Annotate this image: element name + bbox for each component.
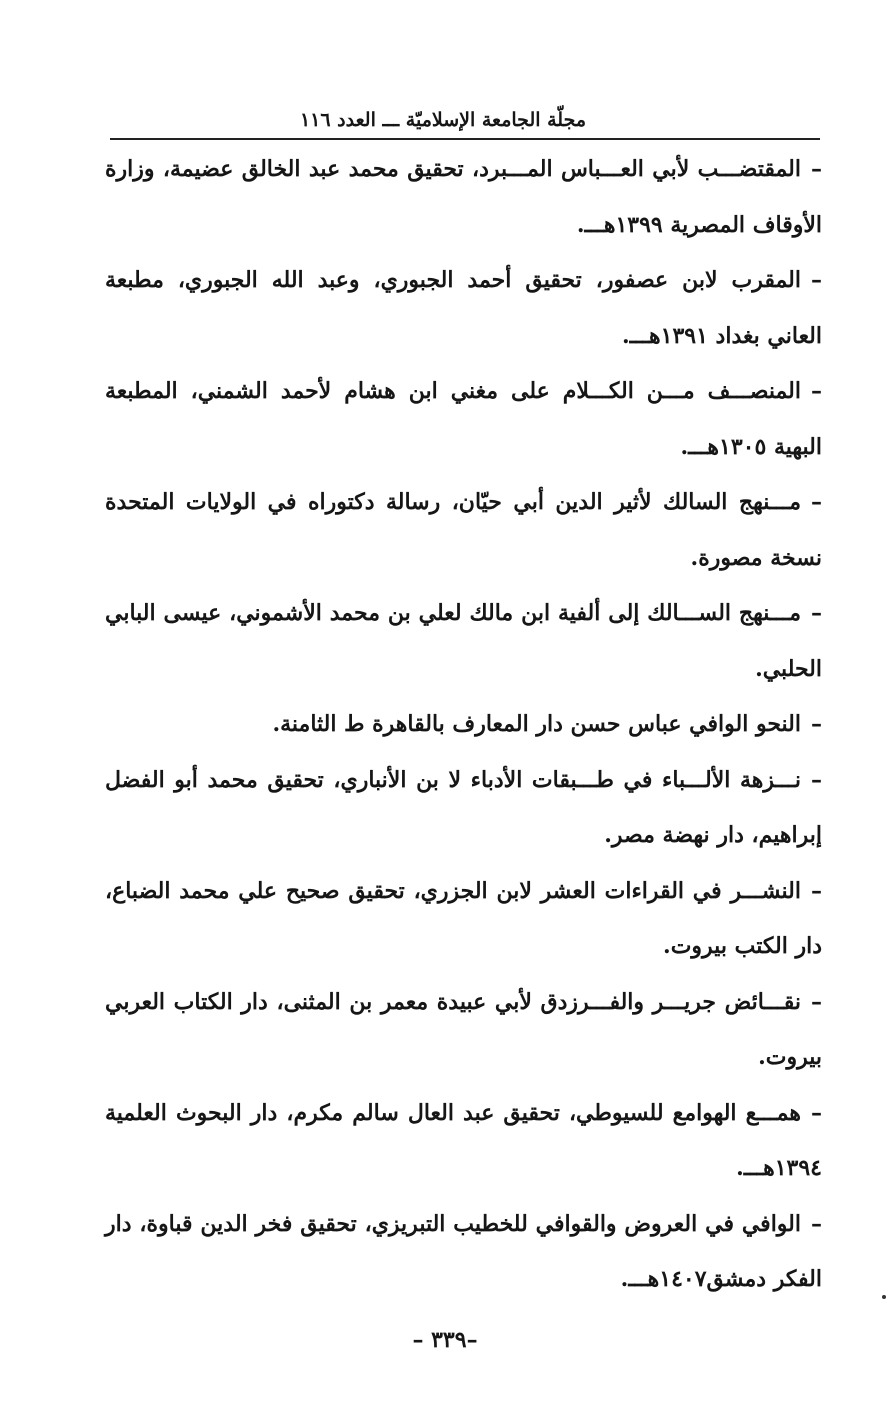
bibliography-entry <box>105 1197 822 1308</box>
bibliography-entry <box>105 586 822 697</box>
bibliography-entry <box>105 975 822 1086</box>
entry-text: همـــع الهوامع للسيوطي، تحقيق عبد العال سالم مكرم، دار البحوث العلمية ١٣٩٤هـــ. <box>105 1099 822 1181</box>
bibliography-entry <box>105 1086 822 1197</box>
entry-text: مـــنهج الســـالك إلى ألفية ابن مالك لعلي بن محمد الأشموني، عيسى البابي الحلبي. <box>105 600 822 682</box>
bibliography-entry <box>105 475 822 586</box>
entry-text: المقرب لابن عصفور، تحقيق أحمد الجبوري، وعبد الله الجبوري، مطبعة العاني بغداد ١٣٩١هـــ. <box>105 267 822 349</box>
entry-dash: – <box>811 267 822 293</box>
entry-text: المنصـــف مـــن الكـــلام على مغني ابن هشام لأحمد الشمني، المطبعة البهية ١٣٠٥هـــ. <box>105 378 822 460</box>
entry-dash: – <box>811 766 822 793</box>
entry-text: الوافي في العروض والقوافي للخطيب التبريزي، تحقيق فخر الدين قباوة، دار الفكر دمشق١٤٠٧هـــ. <box>105 1210 822 1292</box>
bibliography-entry <box>105 253 822 364</box>
entry-dash: – <box>811 1099 822 1126</box>
bibliography-entry <box>105 753 822 864</box>
entry-text: مـــنهج السالك لأثير الدين أبي حيّان، رسالة دكتوراه في الولايات المتحدة نسخة مصورة. <box>105 489 822 571</box>
entry-dash: – <box>811 378 822 404</box>
page-number: –٣٣٩ – <box>412 1327 478 1353</box>
entry-dash: – <box>811 156 822 182</box>
entry-dash: – <box>811 1210 822 1237</box>
entry-text: نـــزهة الألـــباء في طـــبقات الأدباء لا بن الأنباري، تحقيق محمد أبو الفضل إبراهيم، دار نهضة مصر. <box>105 766 822 848</box>
entry-dash: – <box>811 489 822 515</box>
entry-text: المقتضـــب لأبي العـــباس المـــبرد، تحقيق محمد عبد الخالق عضيمة، وزارة الأوقاف المصرية ١٣٩٩هـــ. <box>105 156 822 238</box>
bibliography-entry <box>105 364 822 475</box>
running-header: مجلّة الجامعة الإسلاميّة ـــ العدد ١١٦ <box>299 109 587 131</box>
entry-text: النشـــر في القراءات العشر لابن الجزري، تحقيق صحيح علي محمد الضباع، دار الكتب بيروت. <box>105 877 822 959</box>
entry-text: نقـــائض جريـــر والفـــرزدق لأبي عبيدة معمر بن المثنى، دار الكتاب العربي بيروت. <box>105 988 822 1070</box>
header-rule <box>110 138 820 140</box>
entry-dash: – <box>811 600 822 626</box>
entry-dash: – <box>811 711 822 737</box>
entry-text: النحو الوافي عباس حسن دار المعارف بالقاهرة ط الثامنة. <box>272 711 801 737</box>
bibliography-list <box>105 142 822 1308</box>
bibliography-entry <box>105 142 822 253</box>
bibliography-entry <box>105 697 822 753</box>
bibliography-entry <box>105 864 822 975</box>
entry-dash: – <box>811 988 822 1015</box>
entry-dash: – <box>811 877 822 904</box>
scan-edge-mark <box>882 1295 886 1299</box>
